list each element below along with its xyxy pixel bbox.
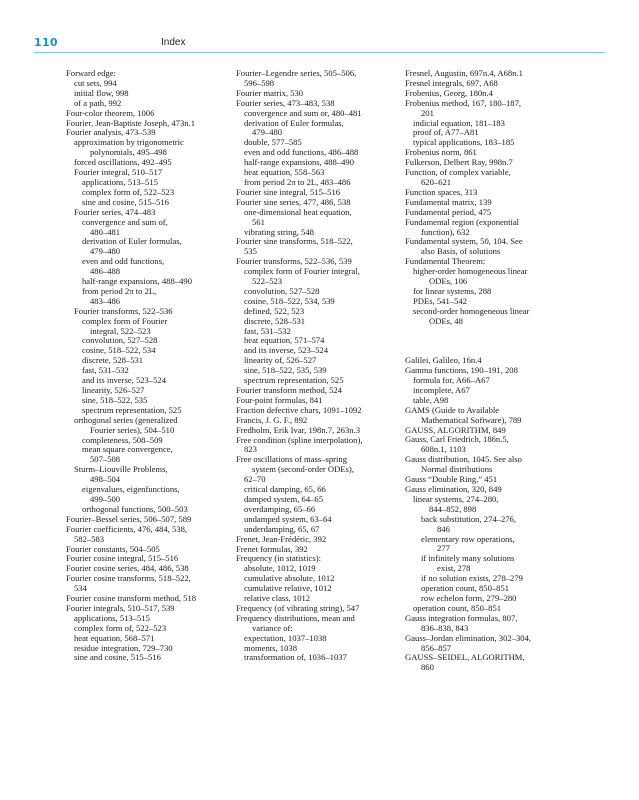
index-entry: approximation by trigonometric xyxy=(74,137,184,148)
index-entry: damped system, 64–65 xyxy=(244,493,324,504)
index-entry: 844–852, 898 xyxy=(429,503,477,514)
index-entry: linearity of, 526–527 xyxy=(244,355,317,366)
index-entry: sine, 518–522, 535, 539 xyxy=(244,365,327,376)
index-entry: formula for, A66–A67 xyxy=(413,375,490,386)
index-entry: row echelon form, 279–280 xyxy=(421,592,517,603)
index-entry: orthogonal functions, 500–503 xyxy=(82,503,188,514)
index-entry: initial flow, 998 xyxy=(74,87,129,98)
index-entry: Function, of complex variable, xyxy=(405,167,511,178)
index-entry: heat equation, 568–571 xyxy=(74,632,155,643)
index-entry: and its inverse, 523–524 xyxy=(244,345,329,356)
index-entry: heat equation, 558–563 xyxy=(244,167,325,178)
index-entry: Gamma functions, 190–191, 208 xyxy=(405,365,518,376)
index-entry: Francis, J. G. F., 892 xyxy=(236,414,308,425)
index-entry: mean square convergence, xyxy=(82,444,173,455)
index-entry: Fourier series, 474–483 xyxy=(74,206,156,217)
index-entry: also Basis, of solutions xyxy=(421,246,501,257)
index-entry: 535 xyxy=(244,246,257,257)
index-gap xyxy=(405,327,580,337)
index-entry: sine, 518–522, 535 xyxy=(82,394,148,405)
index-entry: cut sets, 994 xyxy=(74,77,117,88)
index-entry: double, 577–585 xyxy=(244,137,302,148)
index-entry: GAUSS, ALGORITHM, 849 xyxy=(405,424,506,435)
index-entry: function), 632 xyxy=(421,226,470,237)
index-entry: transformation of, 1036–1037 xyxy=(244,652,347,663)
index-entry: complex form of, 522–523 xyxy=(74,622,167,633)
index-entry: 534 xyxy=(74,583,87,594)
index-entry: Gauss distribution, 1045. See also xyxy=(405,454,522,465)
index-entry: Fourier sine transforms, 518–522, xyxy=(236,236,353,247)
index-entry: Four-point formulas, 841 xyxy=(236,394,323,405)
index-entry: 561 xyxy=(252,216,265,227)
index-entry: Fourier integrals, 510–517, 539 xyxy=(66,602,175,613)
index-entry: exist, 278 xyxy=(437,563,471,574)
index-entry: Fourier cosine transform method, 518 xyxy=(66,593,197,604)
index-entry: proof of, A77–A81 xyxy=(413,127,479,138)
index-entry: derivation of Euler formulas, xyxy=(82,236,182,247)
index-entry: Frenet formulas, 392 xyxy=(236,543,308,554)
index-gap xyxy=(405,336,580,346)
index-entry: Function spaces, 313 xyxy=(405,186,478,197)
index-entry: Fresnel integrals, 697, A68 xyxy=(405,77,498,88)
index-entry: defined, 522, 523 xyxy=(244,305,305,316)
index-entry: cumulative relative, 1012 xyxy=(244,583,332,594)
index-entry: ODEs, 106 xyxy=(429,276,468,287)
index-entry: Fundamental period, 475 xyxy=(405,206,492,217)
index-entry: Fulkerson, Delbert Ray, 998n.7 xyxy=(405,157,513,168)
index-entry: Fundamental Theorem: xyxy=(405,256,486,267)
index-entry: discrete, 528–531 xyxy=(82,355,144,366)
index-entry: incomplete, A67 xyxy=(413,384,470,395)
index-entry: 62–70 xyxy=(244,474,266,485)
index-entry: PDEs, 541–542 xyxy=(413,295,467,306)
index-entry: one-dimensional heat equation, xyxy=(244,206,352,217)
index-entry: GAMS (Guide to Available xyxy=(405,404,500,415)
index-entry: cosine, 518–522, 534, 539 xyxy=(244,295,335,306)
index-entry: if infinitely many solutions xyxy=(421,553,515,564)
index-entry: Frequency (in statistics): xyxy=(236,553,321,564)
index-entry: underdamping, 65, 67 xyxy=(244,523,320,534)
index-entry: applications, 513–515 xyxy=(74,612,150,623)
index-entry: integral, 522–523 xyxy=(90,325,151,336)
index-entry: 483–486 xyxy=(90,295,121,306)
index-entry: 856–857 xyxy=(421,642,452,653)
index-entry: Fourier transforms, 522–536, 539 xyxy=(236,256,352,267)
index-entry: forced oscillations, 492–495 xyxy=(74,157,172,168)
index-entry: Fourier analysis, 473–539 xyxy=(66,127,156,138)
index-entry: Forward edge: xyxy=(66,68,116,78)
index-entry: 499–500 xyxy=(90,493,121,504)
index-entry: fast, 531–532 xyxy=(244,325,291,336)
index-entry: Fourier integral, 510–517 xyxy=(74,167,163,178)
index-entry: overdamping, 65–66 xyxy=(244,503,316,514)
index-entry: applications, 513–515 xyxy=(82,176,158,187)
index-entry: Fraction defective chars, 1091–1092 xyxy=(236,404,362,415)
index-entry: polynomials, 495–498 xyxy=(90,147,167,158)
index-entry: Frequency distributions, mean and xyxy=(236,612,355,623)
index-entry: Fourier sine integral, 515–516 xyxy=(236,186,341,197)
index-entry: moments, 1038 xyxy=(244,642,297,653)
index-entry: convolution, 527–528 xyxy=(244,285,320,296)
index-entry: 582–583 xyxy=(74,533,105,544)
index-entry: Frenet, Jean-Frédéric, 392 xyxy=(236,533,327,544)
index-entry: Fourier cosine transforms, 518–522, xyxy=(66,573,191,584)
index-entry: Frobenius method, 167, 180–187, xyxy=(405,97,522,108)
index-entry: 480–481 xyxy=(90,226,121,237)
index-entry: 507–508 xyxy=(90,454,121,465)
index-entry: vibrating string, 548 xyxy=(244,226,314,237)
index-entry: Gauss, Carl Friedrich, 186n.5, xyxy=(405,434,509,445)
header-rule xyxy=(34,52,605,53)
index-entry: Fresnel, Augustin, 697n.4, A68n.1 xyxy=(405,68,523,78)
index-entry: Fredholm, Erik Ivar, 198n.7, 263n.3 xyxy=(236,424,361,435)
index-entry: Fundamental system, 50, 104. See xyxy=(405,236,523,247)
index-entry: back substitution, 274–276, xyxy=(421,513,517,524)
index-entry: Fourier constants, 504–505 xyxy=(66,543,160,554)
index-entry: Fourier–Legendre series, 505–506, xyxy=(236,68,357,78)
index-entry: Normal distributions xyxy=(421,464,493,475)
index-entry: 486–488 xyxy=(90,266,121,277)
index-entry: discrete, 528–531 xyxy=(244,315,306,326)
index-entry: Free condition (spline interpolation), xyxy=(236,434,363,445)
index-entry: Four-color theorem, 1006 xyxy=(66,107,155,118)
index-entry: even and odd functions, xyxy=(82,256,165,267)
index-entry: 608n.1, 1103 xyxy=(421,444,466,455)
index-entry: table, A98 xyxy=(413,394,449,405)
index-entry: typical applications, 183–185 xyxy=(413,137,515,148)
index-entry: orthogonal series (generalized xyxy=(74,414,178,425)
index-entry: 479–480 xyxy=(90,246,121,257)
index-entry: absolute, 1012, 1019 xyxy=(244,563,316,574)
index-entry: linearity, 526–527 xyxy=(82,385,145,395)
index-entry: Fundamental matrix, 139 xyxy=(405,196,492,207)
index-entry: complex form of, 522–523 xyxy=(82,186,175,197)
index-entry: Sturm–Liouville Problems, xyxy=(74,464,168,475)
index-entry: operation count, 850–851 xyxy=(413,602,502,613)
index-entry: elementary row operations, xyxy=(421,533,515,544)
index-entry: half-range expansions, 488–490 xyxy=(244,157,355,168)
index-entry: 823 xyxy=(244,444,257,455)
index-entry: Mathematical Software), 789 xyxy=(421,414,522,425)
index-entry: Free oscillations of mass–spring xyxy=(236,454,347,465)
page-header xyxy=(0,0,639,56)
index-entry: Frequency (of vibrating string), 547 xyxy=(236,602,360,613)
index-entry: Fourier matrix, 530 xyxy=(236,87,304,98)
index-entry: relative class, 1012 xyxy=(244,593,311,604)
index-entry: complex form of Fourier xyxy=(82,315,168,326)
index-entry: 620–621 xyxy=(421,176,452,187)
index-entry: cumulative absolute, 1012 xyxy=(244,573,335,584)
running-title: Index xyxy=(161,37,186,48)
index-entry: Gauss “Double Ring,” 451 xyxy=(405,474,498,485)
index-entry: derivation of Euler formulas, xyxy=(244,117,344,128)
index-entry: Fourier sine series, 477, 486, 538 xyxy=(236,196,351,207)
index-entry: and its inverse, 523–524 xyxy=(82,375,167,386)
index-entry: spectrum representation, 525 xyxy=(82,404,182,415)
index-entry: indicial equation, 181–183 xyxy=(413,117,505,128)
index-entry: from period 2π to 2L, xyxy=(82,285,157,296)
index-entry: Gauss integration formulas, 807, xyxy=(405,612,518,623)
index-entry: 596–598 xyxy=(244,77,275,88)
index-column-3 xyxy=(405,69,580,673)
index-entry: 479–480 xyxy=(252,127,283,138)
index-entry: convolution, 527–528 xyxy=(82,335,158,346)
page-number: 110 xyxy=(34,36,58,49)
index-entry: residue integration, 729–730 xyxy=(74,642,173,653)
index-entry: Fourier, Jean-Baptiste Joseph, 473n.1 xyxy=(66,117,196,128)
index-entry: complex form of Fourier integral, xyxy=(244,266,360,277)
index-entry: 846 xyxy=(437,523,450,534)
index-entry: 860 xyxy=(421,662,434,673)
index-entry: higher-order homogeneous linear xyxy=(413,266,528,277)
index-entry: Fourier coefficients, 476, 484, 538, xyxy=(66,523,188,534)
index-entry: Frobenius, Georg, 180n.4 xyxy=(405,87,493,98)
index-entry: second-order homogeneous linear xyxy=(413,305,530,316)
index-entry: undamped system, 63–64 xyxy=(244,513,332,524)
index-entry: Galilei, Galileo, 16n.4 xyxy=(405,355,482,366)
index-entry: Gauss–Jordan elimination, 302–304, xyxy=(405,632,532,643)
index-entry: eigenvalues, eigenfunctions, xyxy=(82,484,180,495)
index-entry: heat equation, 571–574 xyxy=(244,335,325,346)
index-entry: Fourier transforms, 522–536 xyxy=(74,305,173,316)
index-entry: convergence and sum of, xyxy=(82,216,168,227)
index-entry: linear systems, 274–280, xyxy=(413,493,499,504)
index-entry: GAUSS–SEIDEL, ALGORITHM, xyxy=(405,652,525,663)
index-entry: 522–523 xyxy=(252,276,283,287)
index-entry: Fourier series), 504–510 xyxy=(90,424,175,435)
index-entry: Fourier transform method, 524 xyxy=(236,385,342,395)
index-entry: convergence and sum or, 480–481 xyxy=(244,107,362,118)
index-entry: half-range expansions, 488–490 xyxy=(82,276,193,287)
index-entry: fast, 531–532 xyxy=(82,365,129,376)
index-entry: operation count, 850–851 xyxy=(421,583,510,594)
index-entry: Fourier–Bessel series, 506–507, 589 xyxy=(66,513,192,524)
index-entry: system (second-order ODEs), xyxy=(252,464,354,475)
index-entry: expectation, 1037–1038 xyxy=(244,632,327,643)
index-entry: of a path, 992 xyxy=(74,97,122,108)
index-entry: for linear systems, 288 xyxy=(413,285,492,296)
index-entry: completeness, 508–509 xyxy=(82,434,163,445)
index-entry: cosine, 518–522, 534 xyxy=(82,345,156,356)
index-entry: Fourier series, 473–483, 538 xyxy=(236,97,335,108)
index-entry: critical damping, 65, 66 xyxy=(244,484,326,495)
index-entry: from period 2π to 2L, 483–486 xyxy=(244,176,351,187)
index-entry: even and odd functions, 486–488 xyxy=(244,147,359,158)
index-entry: Fourier cosine integral, 515–516 xyxy=(66,553,179,564)
index-entry: Fourier cosine series, 484, 486, 538 xyxy=(66,563,189,574)
index-column-2 xyxy=(236,69,396,663)
index-entry: Fundamental region (exponential xyxy=(405,216,520,227)
index-column-1 xyxy=(66,69,224,663)
index-entry: if no solution exists, 278–279 xyxy=(421,573,523,584)
index-entry: 498–504 xyxy=(90,474,121,485)
index-entry: variance of: xyxy=(252,622,293,633)
index-entry: sine and cosine, 515–516 xyxy=(74,652,161,663)
index-entry: Gauss elimination, 320, 849 xyxy=(405,484,502,495)
index-entry: 201 xyxy=(421,107,434,118)
index-entry: 277 xyxy=(437,543,450,554)
index-entry: spectrum representation, 525 xyxy=(244,375,344,386)
index-entry: ODEs, 48 xyxy=(429,315,463,326)
index-entry: 836–838, 843 xyxy=(421,622,469,633)
index-entry: Frobenius norm, 861 xyxy=(405,147,477,158)
index-entry: sine and cosine, 515–516 xyxy=(82,196,169,207)
